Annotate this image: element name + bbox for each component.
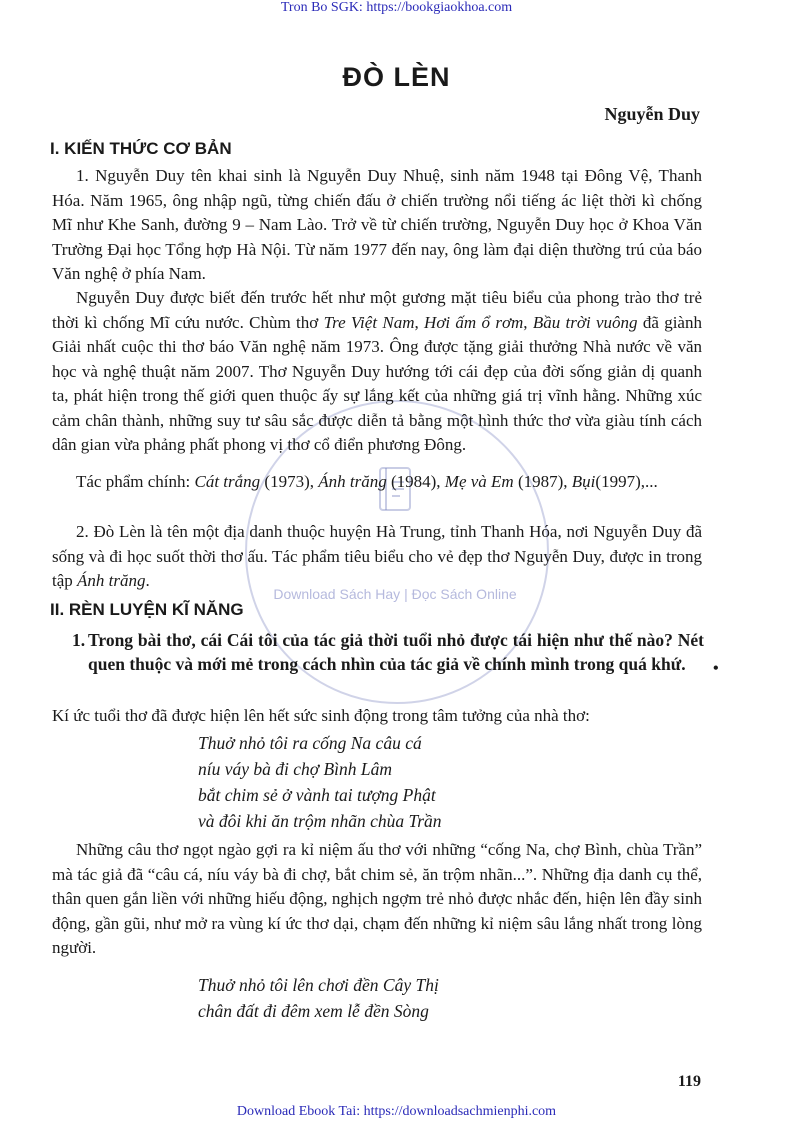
paragraph-memory-intro [52, 704, 702, 729]
poem-line: Thuở nhỏ tôi lên chơi đền Cây Thị [198, 975, 439, 995]
paragraph-text: Kí ức tuổi thơ đã được hiện lên hết sức sinh động trong tâm tưởng của nhà thơ: [52, 706, 590, 725]
poem-line: chân đất đi đêm xem lễ đền Sòng [198, 1001, 429, 1021]
poem-line: Thuở nhỏ tôi ra cống Na câu cá [198, 733, 422, 753]
page-number: 119 [677, 1073, 701, 1090]
poem-excerpt-2 [198, 972, 439, 1024]
page-title: ĐÒ LÈN [342, 62, 451, 92]
poem-excerpt-1 [198, 730, 442, 834]
paragraph-biography [52, 164, 702, 287]
poem-line: bắt chim sẻ ở vành tai tượng Phật [198, 785, 436, 805]
section-heading-skills: II. RÈN LUYỆN KĨ NĂNG [50, 600, 244, 619]
stray-dot: • [713, 660, 719, 677]
paragraph-analysis [52, 838, 702, 961]
paragraph-text: 2. Đò Lèn là tên một địa danh thuộc huyện Hà Trung, tỉnh Thanh Hóa, nơi Nguyễn Duy đã sống và đi học suốt thời thơ ấu. Tác phẩm tiêu biểu cho vẻ đẹp thơ Nguyễn Duy, được in trong tập Ánh trăng. [52, 522, 702, 590]
section-heading-basic: I. KIẾN THỨC CƠ BẢN [50, 139, 232, 158]
paragraph-text: Tác phẩm chính: Cát trắng (1973), Ánh trăng (1984), Mẹ và Em (1987), Bụi(1997),... [76, 472, 658, 491]
paragraph-text: 1. Nguyễn Duy tên khai sinh là Nguyễn Duy Nhuệ, sinh năm 1948 tại Đông Vệ, Thanh Hóa. Năm 1965, ông nhập ngũ, từng chiến đấu ở chiến trường nổi tiếng ác liệt thời kì chống Mĩ như Khe Sanh, đường 9 – Nam Lào. Trở về từ chiến trường, Nguyễn Duy học ở Khoa Văn Trường Đại học Tổng hợp Hà Nội. Từ năm 1977 đến nay, ông làm đại diện thường trú của báo Văn nghệ ở phía Nam. [52, 166, 702, 283]
footer-link[interactable]: Download Ebook Tai: https://downloadsachmienphi.com [236, 1104, 557, 1119]
watermark-text: Download Sách Hay | Đọc Sách Online [273, 586, 517, 602]
paragraph-works [52, 470, 702, 495]
paragraph-text: Nguyễn Duy được biết đến trước hết như một gương mặt tiêu biểu của phong trào thơ trẻ thời kì chống Mĩ cứu nước. Chùm thơ Tre Việt Nam, Hơi ấm ổ rơm, Bầu trời vuông đã giành Giải nhất cuộc thi thơ báo Văn nghệ năm 1973. Ông được tặng giải thưởng Nhà nước về văn học và nghệ thuật năm 2007. Thơ Nguyễn Duy hướng tới cái đẹp của đời sống giản dị quanh ta, phát hiện trong thế giới quen thuộc ấy sự lắng kết của những giá trị vĩnh hằng. Những xúc cảm chân thành, những suy tư sâu sắc được diễn tả bằng một hình thức thơ vừa giàu tính cách dân gian vừa phảng phất phong vị thơ cổ điển phương Đông. [52, 288, 702, 454]
question-number: 1. [72, 630, 86, 650]
question-1 [72, 628, 704, 676]
header-link[interactable]: Tron Bo SGK: https://bookgiaokhoa.com [280, 0, 513, 15]
poem-line: và đôi khi ăn trộm nhãn chùa Trần [198, 811, 442, 831]
question-text: Trong bài thơ, cái Cái tôi của tác giả thời tuổi nhỏ được tái hiện như thế nào? Nét quen thuộc và mới mẻ trong cách nhìn của tác giả về chính mình trong quá khứ. [88, 630, 704, 674]
paragraph-career [52, 286, 702, 458]
poem-line: níu váy bà đi chợ Bình Lâm [198, 759, 393, 779]
paragraph-place [52, 520, 702, 594]
paragraph-text: Những câu thơ ngọt ngào gợi ra kỉ niệm ấu thơ với những “cống Na, chợ Bình, chùa Trần” mà tác giả đã “câu cá, níu váy bà đi chợ, bắt chim sẻ, ăn trộm nhãn...”. Những địa danh cụ thể, thân quen gắn liền với những hiếu động, nghịch ngợm trẻ nhỏ được nhắc đến, hiện lên đầy sinh động, gần gũi, như mở ra vùng kí ức thơ dại, chạm đến những kỉ niệm sâu lắng nhất trong lòng người. [52, 840, 702, 957]
author-name: Nguyễn Duy [604, 104, 700, 124]
